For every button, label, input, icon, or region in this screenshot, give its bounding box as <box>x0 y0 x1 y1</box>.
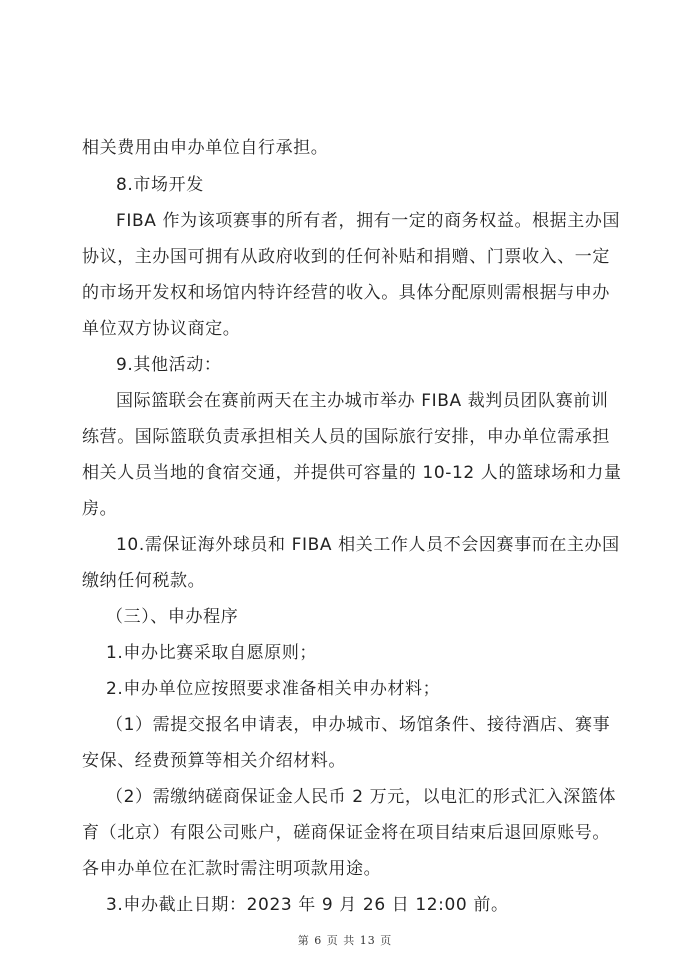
text-line-17: （1）需提交报名申请表，申办城市、场馆条件、接待酒店、赛事 <box>106 715 611 735</box>
text-line-13: 缴纳任何税款。 <box>82 571 206 591</box>
text-line-5: 的市场开发权和场馆内特许经营的收入。具体分配原则需根据与申办 <box>82 283 610 303</box>
text-line-4: 协议，主办国可拥有从政府收到的任何补贴和捐赠、门票收入、一定 <box>82 247 610 267</box>
section-heading-other: 9.其他活动： <box>116 355 222 375</box>
text-line-16: 2.申办单位应按照要求准备相关申办材料； <box>106 679 441 699</box>
page-number-footer: 第 6 页 共 13 页 <box>297 934 393 947</box>
text-line-10: 相关人员当地的食宿交通，并提供可容量的 10-12 人的篮球场和力量 <box>82 463 622 483</box>
text-line-19: （2）需缴纳磋商保证金人民币 2 万元，以电汇的形式汇入深篮体 <box>106 787 617 807</box>
text-line-12: 10.需保证海外球员和 FIBA 相关工作人员不会因赛事而在主办国 <box>116 535 620 555</box>
section-heading-procedure: （三）、申办程序 <box>106 607 239 627</box>
text-line-9: 练营。国际篮联负责承担相关人员的国际旅行安排，申办单位需承担 <box>82 427 610 447</box>
text-line-8: 国际篮联会在赛前两天在主办城市举办 FIBA 裁判员团队赛前训 <box>116 391 609 411</box>
text-line-20: 育（北京）有限公司账户，磋商保证金将在项目结束后退回原账号。 <box>82 823 610 843</box>
text-line-11: 房。 <box>82 499 118 519</box>
text-line-21: 各申办单位在汇款时需注明项款用途。 <box>82 859 382 879</box>
text-line-22: 3.申办截止日期：2023 年 9 月 26 日 12:00 前。 <box>106 895 509 915</box>
section-heading-market: 8.市场开发 <box>116 175 204 195</box>
text-line-6: 单位双方协议商定。 <box>82 319 241 339</box>
text-line-1: 相关费用由申办单位自行承担。 <box>82 138 329 158</box>
text-line-18: 安保、经费预算等相关介绍材料。 <box>82 751 346 771</box>
text-line-15: 1.申办比赛采取自愿原则； <box>106 643 318 663</box>
text-line-3: FIBA 作为该项赛事的所有者，拥有一定的商务权益。根据主办国 <box>116 211 621 231</box>
